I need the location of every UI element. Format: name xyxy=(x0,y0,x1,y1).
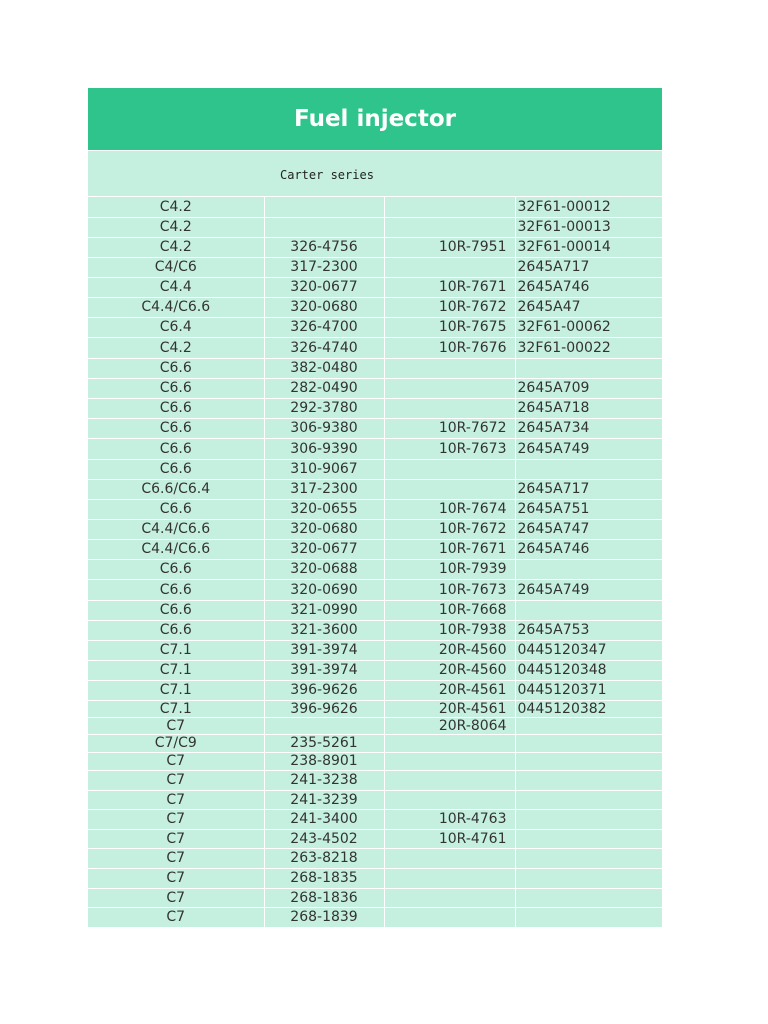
alt-number-cell: 2645A717 xyxy=(515,479,662,499)
model-cell: C6.6 xyxy=(88,418,264,438)
alt-number-cell xyxy=(515,358,662,378)
model-cell: C6.4 xyxy=(88,317,264,337)
model-cell: C6.6 xyxy=(88,600,264,620)
alt-number-cell: 2645A717 xyxy=(515,257,662,277)
model-cell: C4.4/C6.6 xyxy=(88,297,264,317)
model-cell: C6.6 xyxy=(88,579,264,600)
table-row xyxy=(88,600,662,620)
series-subtitle: Carter series xyxy=(280,168,374,182)
table-row xyxy=(88,519,662,539)
model-cell: C7.1 xyxy=(88,700,264,717)
alt-number-cell: 32F61-00022 xyxy=(515,337,662,358)
table-row xyxy=(88,217,662,237)
reman-number-cell xyxy=(384,257,515,277)
part-number-cell: 268-1836 xyxy=(264,888,384,907)
reman-number-cell xyxy=(384,790,515,809)
alt-number-cell: 2645A718 xyxy=(515,398,662,418)
part-number-cell: 396-9626 xyxy=(264,680,384,700)
part-number-cell xyxy=(264,217,384,237)
model-cell: C7 xyxy=(88,770,264,790)
table-row xyxy=(88,197,662,217)
reman-number-cell: 10R-7672 xyxy=(384,297,515,317)
alt-number-cell: 2645A709 xyxy=(515,378,662,398)
part-number-cell: 235-5261 xyxy=(264,734,384,752)
alt-number-cell: 2645A47 xyxy=(515,297,662,317)
alt-number-cell: 32F61-00012 xyxy=(515,197,662,217)
model-cell: C6.6 xyxy=(88,378,264,398)
part-number-cell: 320-0688 xyxy=(264,559,384,579)
table-row xyxy=(88,418,662,438)
part-number-cell: 320-0677 xyxy=(264,277,384,297)
model-cell: C6.6 xyxy=(88,398,264,418)
model-cell: C4.4 xyxy=(88,277,264,297)
part-number-cell: 241-3239 xyxy=(264,790,384,809)
table-row xyxy=(88,297,662,317)
subtitle-bar xyxy=(88,151,662,197)
alt-number-cell xyxy=(515,907,662,927)
reman-number-cell xyxy=(384,770,515,790)
part-number-cell: 306-9390 xyxy=(264,438,384,459)
model-cell: C7 xyxy=(88,848,264,868)
part-number-cell: 320-0655 xyxy=(264,499,384,519)
alt-number-cell xyxy=(515,717,662,734)
alt-number-cell xyxy=(515,829,662,848)
reman-number-cell: 10R-7938 xyxy=(384,620,515,640)
reman-number-cell: 20R-4560 xyxy=(384,640,515,660)
reman-number-cell: 10R-7675 xyxy=(384,317,515,337)
part-number-cell: 382-0480 xyxy=(264,358,384,378)
reman-number-cell: 10R-7676 xyxy=(384,337,515,358)
model-cell: C6.6 xyxy=(88,459,264,479)
table-row xyxy=(88,700,662,717)
model-cell: C7 xyxy=(88,717,264,734)
part-number-cell: 241-3400 xyxy=(264,809,384,829)
part-number-cell: 263-8218 xyxy=(264,848,384,868)
reman-number-cell: 10R-7673 xyxy=(384,579,515,600)
reman-number-cell: 10R-7672 xyxy=(384,418,515,438)
part-number-cell: 326-4756 xyxy=(264,237,384,257)
model-cell: C4.4/C6.6 xyxy=(88,539,264,559)
part-number-cell: 326-4740 xyxy=(264,337,384,358)
alt-number-cell: 2645A749 xyxy=(515,438,662,459)
alt-number-cell: 0445120347 xyxy=(515,640,662,660)
part-number-cell: 268-1835 xyxy=(264,868,384,888)
model-cell: C4.2 xyxy=(88,337,264,358)
alt-number-cell xyxy=(515,868,662,888)
reman-number-cell: 20R-4561 xyxy=(384,680,515,700)
reman-number-cell xyxy=(384,479,515,499)
table-row xyxy=(88,734,662,752)
parts-table xyxy=(88,197,662,928)
table-row xyxy=(88,790,662,809)
model-cell: C7 xyxy=(88,907,264,927)
table-row xyxy=(88,559,662,579)
alt-number-cell xyxy=(515,790,662,809)
reman-number-cell xyxy=(384,734,515,752)
table-row xyxy=(88,539,662,559)
alt-number-cell: 2645A747 xyxy=(515,519,662,539)
part-number-cell xyxy=(264,717,384,734)
reman-number-cell xyxy=(384,398,515,418)
model-cell: C7 xyxy=(88,829,264,848)
table-row xyxy=(88,770,662,790)
alt-number-cell xyxy=(515,770,662,790)
alt-number-cell: 2645A746 xyxy=(515,539,662,559)
table-row xyxy=(88,868,662,888)
reman-number-cell: 10R-7672 xyxy=(384,519,515,539)
part-number-cell: 320-0680 xyxy=(264,519,384,539)
alt-number-cell xyxy=(515,459,662,479)
reman-number-cell xyxy=(384,217,515,237)
reman-number-cell xyxy=(384,197,515,217)
reman-number-cell xyxy=(384,868,515,888)
reman-number-cell: 10R-4761 xyxy=(384,829,515,848)
reman-number-cell: 10R-7673 xyxy=(384,438,515,459)
title-bar xyxy=(88,88,662,151)
part-number-cell: 268-1839 xyxy=(264,907,384,927)
model-cell: C6.6 xyxy=(88,620,264,640)
alt-number-cell xyxy=(515,888,662,907)
model-cell: C7 xyxy=(88,888,264,907)
part-number-cell: 317-2300 xyxy=(264,479,384,499)
part-number-cell: 243-4502 xyxy=(264,829,384,848)
part-number-cell: 326-4700 xyxy=(264,317,384,337)
table-row xyxy=(88,579,662,600)
reman-number-cell: 10R-7674 xyxy=(384,499,515,519)
alt-number-cell xyxy=(515,559,662,579)
alt-number-cell: 32F61-00014 xyxy=(515,237,662,257)
reman-number-cell: 10R-7951 xyxy=(384,237,515,257)
alt-number-cell xyxy=(515,600,662,620)
table-row xyxy=(88,438,662,459)
model-cell: C6.6 xyxy=(88,358,264,378)
reman-number-cell xyxy=(384,888,515,907)
model-cell: C6.6 xyxy=(88,438,264,459)
model-cell: C7 xyxy=(88,809,264,829)
alt-number-cell: 2645A751 xyxy=(515,499,662,519)
table-row xyxy=(88,277,662,297)
alt-number-cell: 2645A746 xyxy=(515,277,662,297)
reman-number-cell: 10R-7939 xyxy=(384,559,515,579)
reman-number-cell xyxy=(384,358,515,378)
reman-number-cell xyxy=(384,459,515,479)
alt-number-cell: 32F61-00013 xyxy=(515,217,662,237)
model-cell: C7 xyxy=(88,752,264,770)
reman-number-cell: 20R-8064 xyxy=(384,717,515,734)
alt-number-cell xyxy=(515,848,662,868)
part-number-cell: 282-0490 xyxy=(264,378,384,398)
table-row xyxy=(88,398,662,418)
part-number-cell: 391-3974 xyxy=(264,640,384,660)
part-number-cell: 320-0680 xyxy=(264,297,384,317)
table-row xyxy=(88,752,662,770)
table-row xyxy=(88,829,662,848)
model-cell: C7 xyxy=(88,790,264,809)
alt-number-cell xyxy=(515,752,662,770)
part-number-cell: 396-9626 xyxy=(264,700,384,717)
alt-number-cell: 0445120371 xyxy=(515,680,662,700)
model-cell: C7.1 xyxy=(88,680,264,700)
model-cell: C4.4/C6.6 xyxy=(88,519,264,539)
table-row xyxy=(88,620,662,640)
part-number-cell: 317-2300 xyxy=(264,257,384,277)
part-number-cell: 320-0677 xyxy=(264,539,384,559)
reman-number-cell: 10R-4763 xyxy=(384,809,515,829)
page-title: Fuel injector xyxy=(294,106,456,132)
model-cell: C4.2 xyxy=(88,217,264,237)
table-row xyxy=(88,499,662,519)
reman-number-cell: 10R-7671 xyxy=(384,277,515,297)
part-number-cell: 310-9067 xyxy=(264,459,384,479)
model-cell: C4/C6 xyxy=(88,257,264,277)
model-cell: C7 xyxy=(88,868,264,888)
model-cell: C6.6/C6.4 xyxy=(88,479,264,499)
reman-number-cell xyxy=(384,848,515,868)
part-number-cell: 320-0690 xyxy=(264,579,384,600)
alt-number-cell xyxy=(515,809,662,829)
alt-number-cell xyxy=(515,734,662,752)
parts-table-body xyxy=(88,197,662,927)
part-number-cell: 306-9380 xyxy=(264,418,384,438)
part-number-cell: 238-8901 xyxy=(264,752,384,770)
table-row xyxy=(88,888,662,907)
table-row xyxy=(88,459,662,479)
reman-number-cell xyxy=(384,378,515,398)
reman-number-cell: 20R-4561 xyxy=(384,700,515,717)
reman-number-cell xyxy=(384,907,515,927)
part-number-cell: 292-3780 xyxy=(264,398,384,418)
table-row xyxy=(88,337,662,358)
alt-number-cell: 2645A749 xyxy=(515,579,662,600)
table-row xyxy=(88,640,662,660)
table-row xyxy=(88,358,662,378)
table-row xyxy=(88,660,662,680)
reman-number-cell xyxy=(384,752,515,770)
model-cell: C6.6 xyxy=(88,499,264,519)
alt-number-cell: 32F61-00062 xyxy=(515,317,662,337)
table-row xyxy=(88,237,662,257)
table-row xyxy=(88,907,662,927)
reman-number-cell: 10R-7668 xyxy=(384,600,515,620)
model-cell: C7/C9 xyxy=(88,734,264,752)
part-number-cell: 391-3974 xyxy=(264,660,384,680)
table-row xyxy=(88,809,662,829)
reman-number-cell: 20R-4560 xyxy=(384,660,515,680)
table-row xyxy=(88,479,662,499)
model-cell: C7.1 xyxy=(88,640,264,660)
alt-number-cell: 0445120348 xyxy=(515,660,662,680)
table-row xyxy=(88,680,662,700)
model-cell: C4.2 xyxy=(88,237,264,257)
part-number-cell: 321-3600 xyxy=(264,620,384,640)
part-number-cell xyxy=(264,197,384,217)
model-cell: C6.6 xyxy=(88,559,264,579)
model-cell: C4.2 xyxy=(88,197,264,217)
part-number-cell: 241-3238 xyxy=(264,770,384,790)
table-row xyxy=(88,257,662,277)
table-row xyxy=(88,317,662,337)
reman-number-cell: 10R-7671 xyxy=(384,539,515,559)
fuel-injector-sheet xyxy=(88,88,662,928)
part-number-cell: 321-0990 xyxy=(264,600,384,620)
table-row xyxy=(88,378,662,398)
alt-number-cell: 2645A734 xyxy=(515,418,662,438)
table-row xyxy=(88,848,662,868)
alt-number-cell: 2645A753 xyxy=(515,620,662,640)
table-row xyxy=(88,717,662,734)
model-cell: C7.1 xyxy=(88,660,264,680)
alt-number-cell: 0445120382 xyxy=(515,700,662,717)
